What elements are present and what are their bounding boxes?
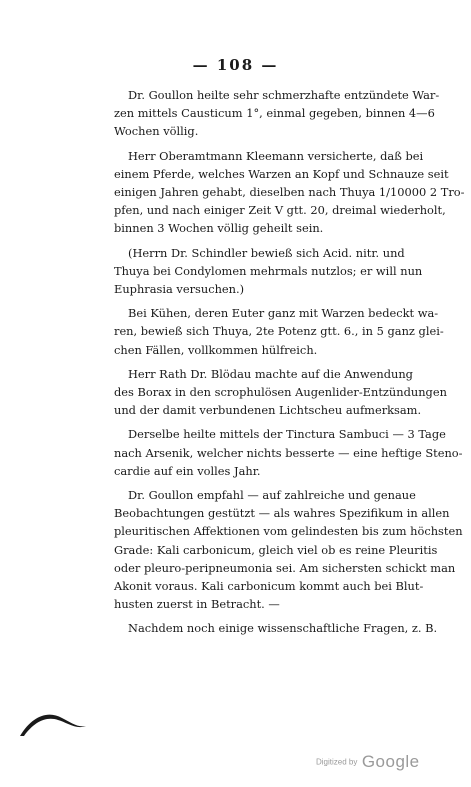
text-line: ren, bewieß sich Thuya, 2te Potenz gtt. 6., in 5 ganz glei-: [114, 324, 444, 339]
text-line: pleuritischen Affektionen vom gelindesten bis zum höchsten: [114, 524, 463, 539]
paragraph-cows-thuya: [114, 304, 444, 359]
text-line: Wochen völlig.: [114, 124, 199, 139]
text-line: Akonit voraus. Kali carbonicum kommt auch bei Blut-: [114, 579, 424, 594]
page-number: — 108 —: [192, 56, 279, 74]
text-line: Grade: Kali carbonicum, gleich viel ob es reine Pleuritis: [114, 542, 438, 557]
digitized-watermark: [316, 752, 420, 772]
paragraph-bloedau-borax: [114, 365, 447, 420]
ink-flourish-icon: [18, 706, 88, 740]
watermark-brand: Google: [361, 752, 420, 771]
text-line: einigen Jahren gehabt, dieselben nach Thuya 1/10000 2 Tro-: [114, 185, 465, 200]
text-line: oder pleuro-peripneumonia sei. Am sichersten schickt man: [114, 560, 456, 575]
text-line: Dr. Goullon heilte sehr schmerzhafte entzündete War-: [128, 88, 440, 102]
text-line: chen Fällen, vollkommen hülfreich.: [114, 342, 318, 357]
paragraph-goullon-causticum: [114, 86, 440, 141]
text-line: Derselbe heilte mittels der Tinctura Sambuci — 3 Tage: [128, 427, 446, 442]
paragraph-closing: [114, 619, 438, 637]
text-line: pfen, und nach einiger Zeit V gtt. 20, dreimal wiederholt,: [114, 203, 446, 218]
text-line: Dr. Goullon empfahl — auf zahlreiche und genaue: [128, 488, 416, 503]
text-line: Euphrasia versuchen.): [114, 282, 245, 297]
text-line: nach Arsenik, welcher nichts besserte — eine heftige Steno-: [114, 445, 463, 460]
text-line: binnen 3 Wochen völlig geheilt sein.: [114, 221, 324, 236]
paragraph-sambuci: [114, 425, 463, 480]
body-text: [114, 86, 465, 644]
text-line: einem Pferde, welches Warzen an Kopf und Schnauze seit: [114, 166, 449, 181]
text-line: (Herrn Dr. Schindler bewieß sich Acid. nitr. und: [128, 245, 405, 260]
paragraph-kali-carbonicum: [114, 486, 463, 613]
text-line: des Borax in den scrophulösen Augenlider-Entzündungen: [114, 385, 447, 400]
watermark-prefix: Digitized by: [316, 757, 358, 767]
text-line: Bei Kühen, deren Euter ganz mit Warzen bedeckt wa-: [128, 306, 439, 321]
text-line: Thuya bei Condylomen mehrmals nutzlos; er will nun: [114, 263, 423, 278]
text-line: Beobachtungen gestützt — als wahres Spezifikum in allen: [114, 506, 450, 521]
text-line: husten zuerst in Betracht. —: [114, 597, 280, 612]
text-line: und der damit verbundenen Lichtscheu aufmerksam.: [114, 403, 422, 418]
text-line: Herr Oberamtmann Kleemann versicherte, daß bei: [128, 148, 424, 163]
text-line: Herr Rath Dr. Blödau machte auf die Anwendung: [128, 366, 413, 381]
paragraph-kleemann-horse: [114, 147, 465, 238]
text-line: Nachdem noch einige wissenschaftliche Fragen, z. B.: [128, 621, 438, 636]
paragraph-schindler: [114, 244, 426, 299]
text-line: zen mittels Causticum 1°, einmal gegeben, binnen 4—6: [114, 106, 435, 121]
text-line: cardie auf ein volles Jahr.: [114, 463, 261, 478]
